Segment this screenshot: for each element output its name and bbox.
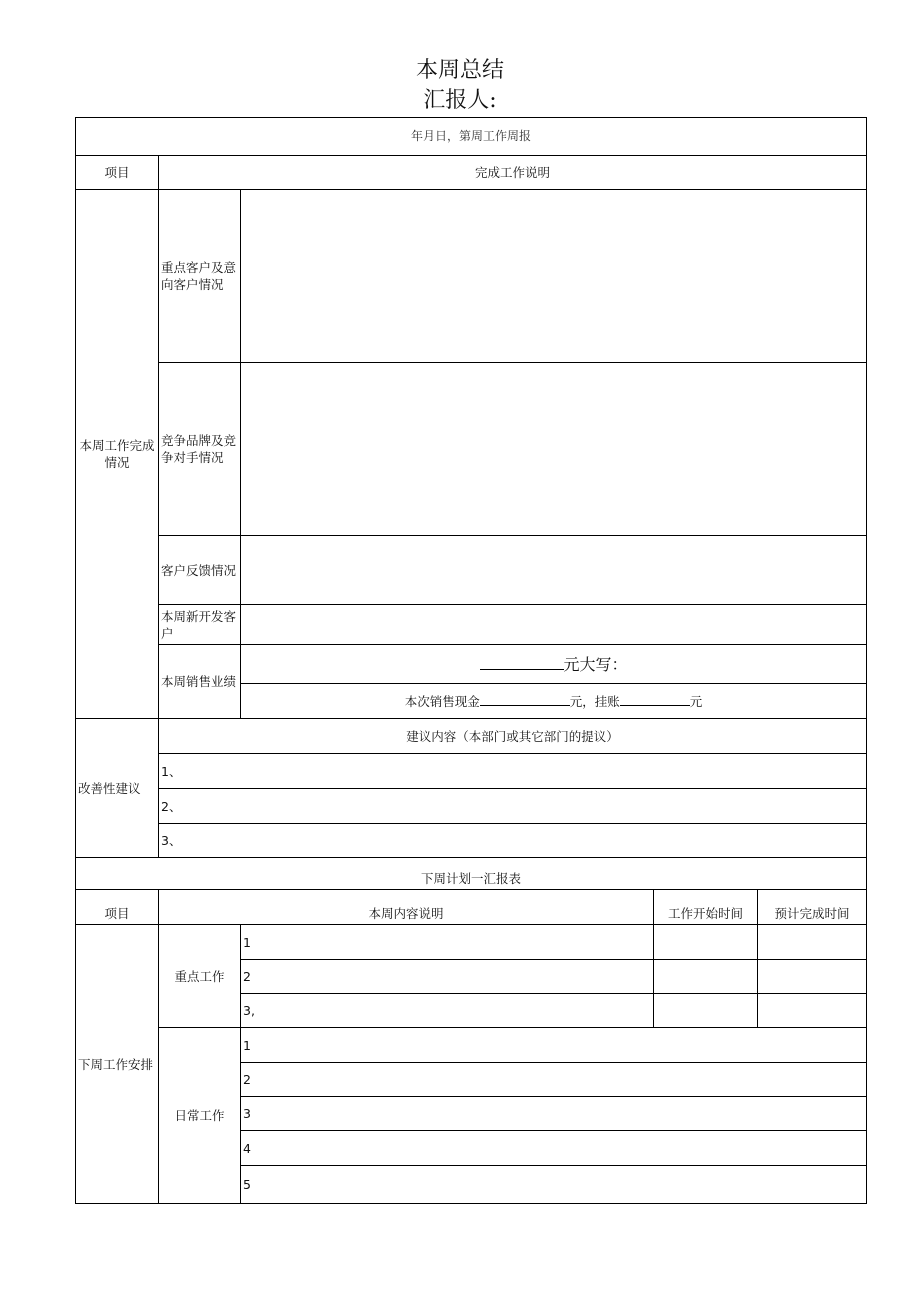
credit-blank[interactable] [620, 692, 690, 706]
weekly-report-table [75, 117, 867, 1204]
col-item-header: 项目 [76, 156, 159, 190]
cash-blank[interactable] [480, 692, 570, 706]
key-work-item[interactable]: 3, [241, 994, 654, 1028]
col-desc-header: 完成工作说明 [159, 156, 867, 190]
next-col-start-header: 工作开始时间 [654, 890, 758, 925]
feedback-field[interactable] [241, 536, 867, 605]
new-customers-field[interactable] [241, 605, 867, 645]
key-work-end-field[interactable] [758, 960, 867, 994]
sales-breakdown-line [241, 684, 867, 719]
key-work-start-field[interactable] [654, 960, 758, 994]
currency-suffix: 元 [689, 694, 703, 709]
suggestion-item[interactable]: 2、 [159, 789, 867, 824]
date-line: 年月日，第周工作周报 [76, 118, 867, 156]
next-col-item-header: 项目 [76, 890, 159, 925]
key-work-label: 重点工作 [159, 925, 241, 1028]
competitors-field[interactable] [241, 363, 867, 536]
key-work-item[interactable]: 2 [241, 960, 654, 994]
key-work-item[interactable]: 1 [241, 925, 654, 960]
this-week-section-label: 本周工作完成情况 [76, 190, 159, 719]
key-work-start-field[interactable] [654, 994, 758, 1028]
competitors-label: 竞争品牌及竞争对手情况 [159, 363, 241, 536]
next-col-content-header: 本周内容说明 [159, 890, 654, 925]
daily-work-label: 日常工作 [159, 1028, 241, 1204]
daily-work-item[interactable]: 1 [241, 1028, 867, 1063]
key-customers-label: 重点客户及意向客户情况 [159, 190, 241, 363]
suggestions-header: 建议内容（本部门或其它部门的提议） [159, 719, 867, 754]
key-work-start-field[interactable] [654, 925, 758, 960]
sales-amount-blank[interactable] [480, 656, 564, 670]
suggestion-item[interactable]: 1、 [159, 754, 867, 789]
key-customers-field[interactable] [241, 190, 867, 363]
credit-label: 元，挂账 [569, 694, 620, 709]
daily-work-item[interactable]: 5 [241, 1166, 867, 1204]
key-work-end-field[interactable] [758, 994, 867, 1028]
feedback-label: 客户反馈情况 [159, 536, 241, 605]
key-work-end-field[interactable] [758, 925, 867, 960]
sales-amount-suffix: 元大写： [563, 654, 628, 674]
new-customers-label: 本周新开发客户 [159, 605, 241, 645]
next-col-end-header: 预计完成时间 [758, 890, 867, 925]
daily-work-item[interactable]: 4 [241, 1131, 867, 1166]
daily-work-item[interactable]: 3 [241, 1097, 867, 1131]
sales-amount-line [241, 645, 867, 684]
next-week-table-title: 下周计划一汇报表 [76, 858, 867, 890]
suggestions-label: 改善性建议 [76, 719, 159, 858]
suggestion-item[interactable]: 3、 [159, 824, 867, 858]
reporter-label: 汇报人: [423, 88, 497, 113]
sales-label: 本周销售业绩 [159, 645, 241, 719]
next-week-section-label: 下周工作安排 [76, 925, 159, 1204]
daily-work-item[interactable]: 2 [241, 1063, 867, 1097]
cash-label: 本次销售现金 [404, 694, 480, 709]
page-title: 本周总结 [415, 58, 504, 83]
